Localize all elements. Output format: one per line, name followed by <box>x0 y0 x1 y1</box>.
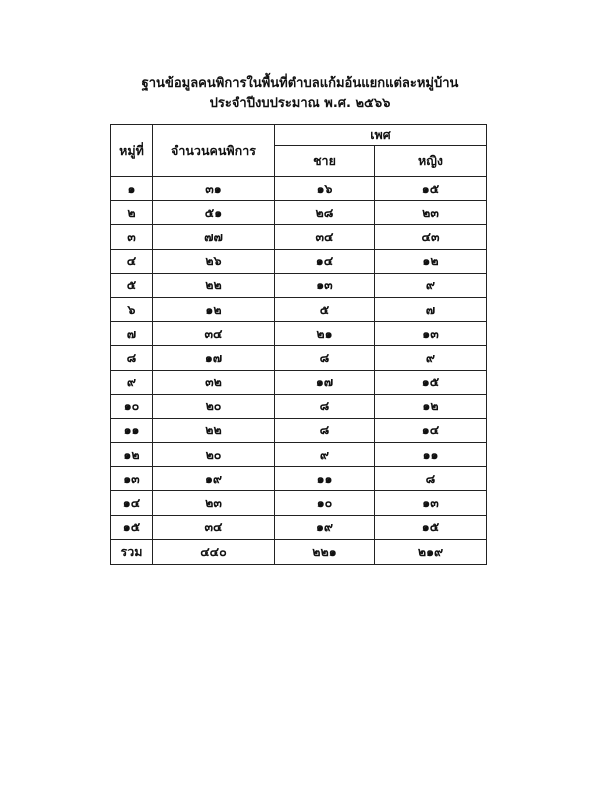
cell-female: ๔๓ <box>375 225 487 249</box>
cell-male: ๘ <box>275 418 375 442</box>
cell-female: ๒๓ <box>375 201 487 225</box>
table-row <box>111 273 487 297</box>
cell-village: ๓ <box>111 225 153 249</box>
table-row <box>111 346 487 370</box>
cell-male: ๑๓ <box>275 273 375 297</box>
table-row <box>111 394 487 418</box>
table-row <box>111 177 487 201</box>
cell-female: ๑๑ <box>375 443 487 467</box>
cell-female: ๑๕ <box>375 177 487 201</box>
table-row <box>111 491 487 515</box>
total-count: ๔๔๐ <box>153 539 275 564</box>
cell-count: ๑๗ <box>153 346 275 370</box>
cell-village: ๑๓ <box>111 467 153 491</box>
cell-count: ๓๒ <box>153 370 275 394</box>
header-gender: เพศ <box>275 125 487 146</box>
cell-male: ๘ <box>275 346 375 370</box>
cell-male: ๑๑ <box>275 467 375 491</box>
cell-village: ๑๐ <box>111 394 153 418</box>
cell-female: ๑๕ <box>375 370 487 394</box>
cell-village: ๑๒ <box>111 443 153 467</box>
cell-female: ๙ <box>375 346 487 370</box>
header-village: หมู่ที่ <box>111 125 153 177</box>
table-row <box>111 322 487 346</box>
cell-count: ๓๑ <box>153 177 275 201</box>
header-male: ชาย <box>275 146 375 177</box>
cell-village: ๘ <box>111 346 153 370</box>
cell-count: ๒๒ <box>153 273 275 297</box>
cell-male: ๑๖ <box>275 177 375 201</box>
cell-village: ๙ <box>111 370 153 394</box>
cell-female: ๙ <box>375 273 487 297</box>
cell-male: ๓๔ <box>275 225 375 249</box>
cell-count: ๒๓ <box>153 491 275 515</box>
cell-male: ๘ <box>275 394 375 418</box>
cell-village: ๑ <box>111 177 153 201</box>
cell-village: ๑๔ <box>111 491 153 515</box>
cell-female: ๑๒ <box>375 249 487 273</box>
cell-male: ๑๔ <box>275 249 375 273</box>
cell-village: ๖ <box>111 297 153 321</box>
cell-village: ๑๑ <box>111 418 153 442</box>
cell-village: ๑๕ <box>111 515 153 539</box>
cell-count: ๓๔ <box>153 322 275 346</box>
cell-village: ๗ <box>111 322 153 346</box>
cell-female: ๑๕ <box>375 515 487 539</box>
title-line-1: ฐานข้อมูลคนพิการในพื้นที่ตำบลแก้มอ้นแยกแต่ละหมู่บ้าน <box>141 76 459 91</box>
table-row <box>111 443 487 467</box>
document-title <box>0 74 600 114</box>
cell-male: ๑๗ <box>275 370 375 394</box>
total-female: ๒๑๙ <box>375 539 487 564</box>
cell-female: ๘ <box>375 467 487 491</box>
header-female: หญิง <box>375 146 487 177</box>
table-row <box>111 370 487 394</box>
cell-male: ๙ <box>275 443 375 467</box>
cell-female: ๗ <box>375 297 487 321</box>
cell-count: ๒๐ <box>153 443 275 467</box>
cell-female: ๑๓ <box>375 322 487 346</box>
total-label: รวม <box>111 539 153 564</box>
cell-female: ๑๓ <box>375 491 487 515</box>
cell-male: ๒๑ <box>275 322 375 346</box>
cell-male: ๕ <box>275 297 375 321</box>
cell-count: ๒๖ <box>153 249 275 273</box>
table-row <box>111 297 487 321</box>
cell-male: ๑๐ <box>275 491 375 515</box>
table-row <box>111 201 487 225</box>
total-row <box>111 539 487 564</box>
cell-male: ๑๙ <box>275 515 375 539</box>
cell-count: ๗๗ <box>153 225 275 249</box>
cell-village: ๒ <box>111 201 153 225</box>
table-row <box>111 467 487 491</box>
cell-count: ๑๙ <box>153 467 275 491</box>
cell-male: ๒๘ <box>275 201 375 225</box>
total-male: ๒๒๑ <box>275 539 375 564</box>
cell-female: ๑๒ <box>375 394 487 418</box>
cell-count: ๒๒ <box>153 418 275 442</box>
cell-count: ๕๑ <box>153 201 275 225</box>
table-body <box>111 177 487 540</box>
cell-female: ๑๔ <box>375 418 487 442</box>
title-line-2: ประจำปีงบประมาณ พ.ศ. ๒๕๖๖ <box>209 96 391 111</box>
disability-table <box>110 124 487 565</box>
table-row <box>111 515 487 539</box>
table-row <box>111 249 487 273</box>
header-count: จำนวนคนพิการ <box>153 125 275 177</box>
cell-count: ๓๔ <box>153 515 275 539</box>
cell-village: ๕ <box>111 273 153 297</box>
table-row <box>111 225 487 249</box>
cell-count: ๒๐ <box>153 394 275 418</box>
table-row <box>111 418 487 442</box>
cell-village: ๔ <box>111 249 153 273</box>
cell-count: ๑๒ <box>153 297 275 321</box>
